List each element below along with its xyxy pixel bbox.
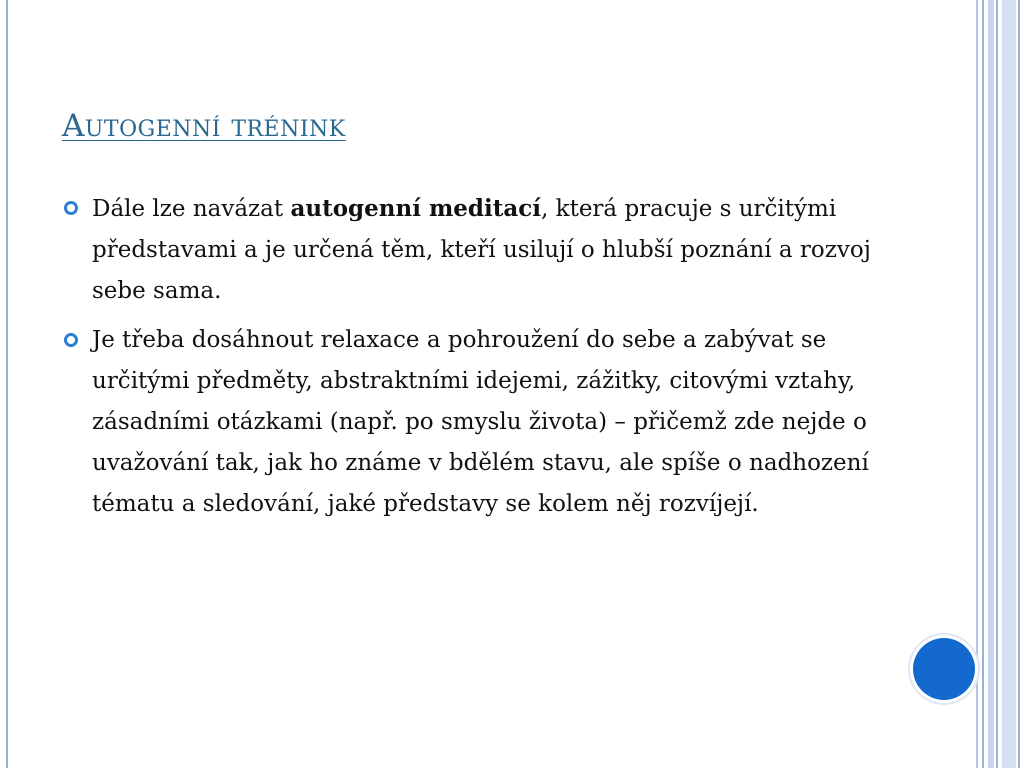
left-frame	[0, 0, 12, 768]
bullet-text: Je třeba dosáhnout relaxace a pohroužení do sebe a zabývat se určitými předměty, abstraktními idejemi, zážitky, citovými vztahy, zásadními otázkami (např. po smyslu života) – přičemž zde nejde o uvažování tak, jak ho známe v bdělém stavu, ale spíše o nadhození tématu a sledování, jaké představy se kolem něj rozvíjejí.	[92, 327, 869, 517]
slide-title: Autogenní trénink	[62, 108, 346, 144]
bullet-item-relaxation	[62, 320, 892, 525]
frame-stripe	[976, 0, 978, 768]
bullet-list	[62, 188, 892, 533]
bullet-text-pre: Dále lze navázat	[92, 196, 291, 222]
bullet-item-meditation	[62, 188, 892, 312]
frame-stripe	[1002, 0, 1016, 768]
left-frame-line	[6, 0, 8, 768]
ring-bullet-icon	[64, 333, 78, 347]
frame-stripe	[996, 0, 998, 768]
frame-stripe	[988, 0, 994, 768]
ring-bullet-icon	[64, 201, 78, 215]
bullet-text-post: , která pracuje s určitými představami a je určená těm, kteří usilují o hlubší poznání a rozvoj sebe sama.	[92, 196, 871, 304]
right-frame-stripes	[974, 0, 1024, 768]
bullet-text-bold: autogenní meditací	[290, 195, 542, 222]
blue-circle-icon	[913, 638, 975, 700]
frame-stripe	[982, 0, 984, 768]
frame-stripe	[1018, 0, 1020, 768]
